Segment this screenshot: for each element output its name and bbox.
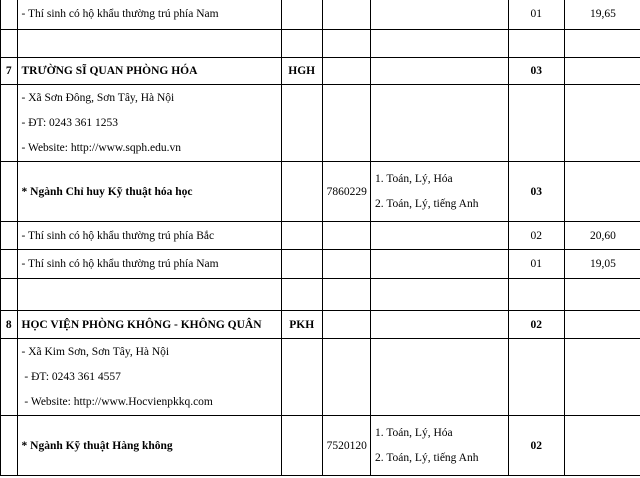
quota-cell: 01 [508,0,564,30]
school-name: TRƯỜNG SĨ QUAN PHÒNG HÓA [17,58,281,85]
major-name: * Ngành Chỉ huy Kỹ thuật hóa học [17,162,281,222]
phone: - ĐT: 0243 361 4557 [21,370,121,383]
candidate-group: - Thí sinh có hộ khẩu thường trú phía Bắc [17,222,281,250]
combo-1: 1. Toán, Lý, Hóa [375,426,453,439]
subject-combos [371,162,509,222]
combo-2: 2. Toán, Lý, tiếng Anh [375,451,479,464]
subject-combos [371,416,509,476]
quota-cell: 02 [508,311,564,339]
table-row [1,0,640,30]
quota-cell: 02 [508,222,564,250]
major-code: 7860229 [322,162,370,222]
major-name: * Ngành Kỹ thuật Hàng không [17,416,281,476]
score-cell: 20,60 [564,222,640,250]
major-code: 7520120 [322,416,370,476]
combo-1: 1. Toán, Lý, Hóa [375,172,453,185]
table-row [1,311,640,339]
table-row [1,30,640,58]
school-code: PKH [281,311,322,339]
school-info [17,85,281,162]
quota-cell: 03 [508,58,564,85]
candidate-group: - Thí sinh có hộ khẩu thường trú phía Nam [17,250,281,279]
quota-cell: 03 [508,162,564,222]
phone: - ĐT: 0243 361 1253 [21,116,119,129]
table-row [1,162,640,222]
quota-cell: 02 [508,416,564,476]
address: - Xã Kim Sơn, Sơn Tây, Hà Nội [21,345,170,358]
table-row [1,279,640,311]
address: - Xã Sơn Đông, Sơn Tây, Hà Nội [21,91,175,104]
school-code: HGH [281,58,322,85]
table-row [1,222,640,250]
table-row [1,250,640,279]
website: - Website: http://www.sqph.edu.vn [21,141,181,154]
quota-cell: 01 [508,250,564,279]
score-cell: 19,05 [564,250,640,279]
school-name: HỌC VIỆN PHÒNG KHÔNG - KHÔNG QUÂN [17,311,281,339]
table-row [1,339,640,416]
website: - Website: http://www.Hocvienpkkq.com [21,395,213,408]
candidate-group: - Thí sinh có hộ khẩu thường trú phía Nam [17,0,281,30]
school-info [17,339,281,416]
stt-cell: 7 [1,58,18,85]
stt-cell: 8 [1,311,18,339]
table-row [1,58,640,85]
combo-2: 2. Toán, Lý, tiếng Anh [375,197,479,210]
table-row [1,85,640,162]
table-row [1,416,640,476]
score-cell: 19,65 [564,0,640,30]
